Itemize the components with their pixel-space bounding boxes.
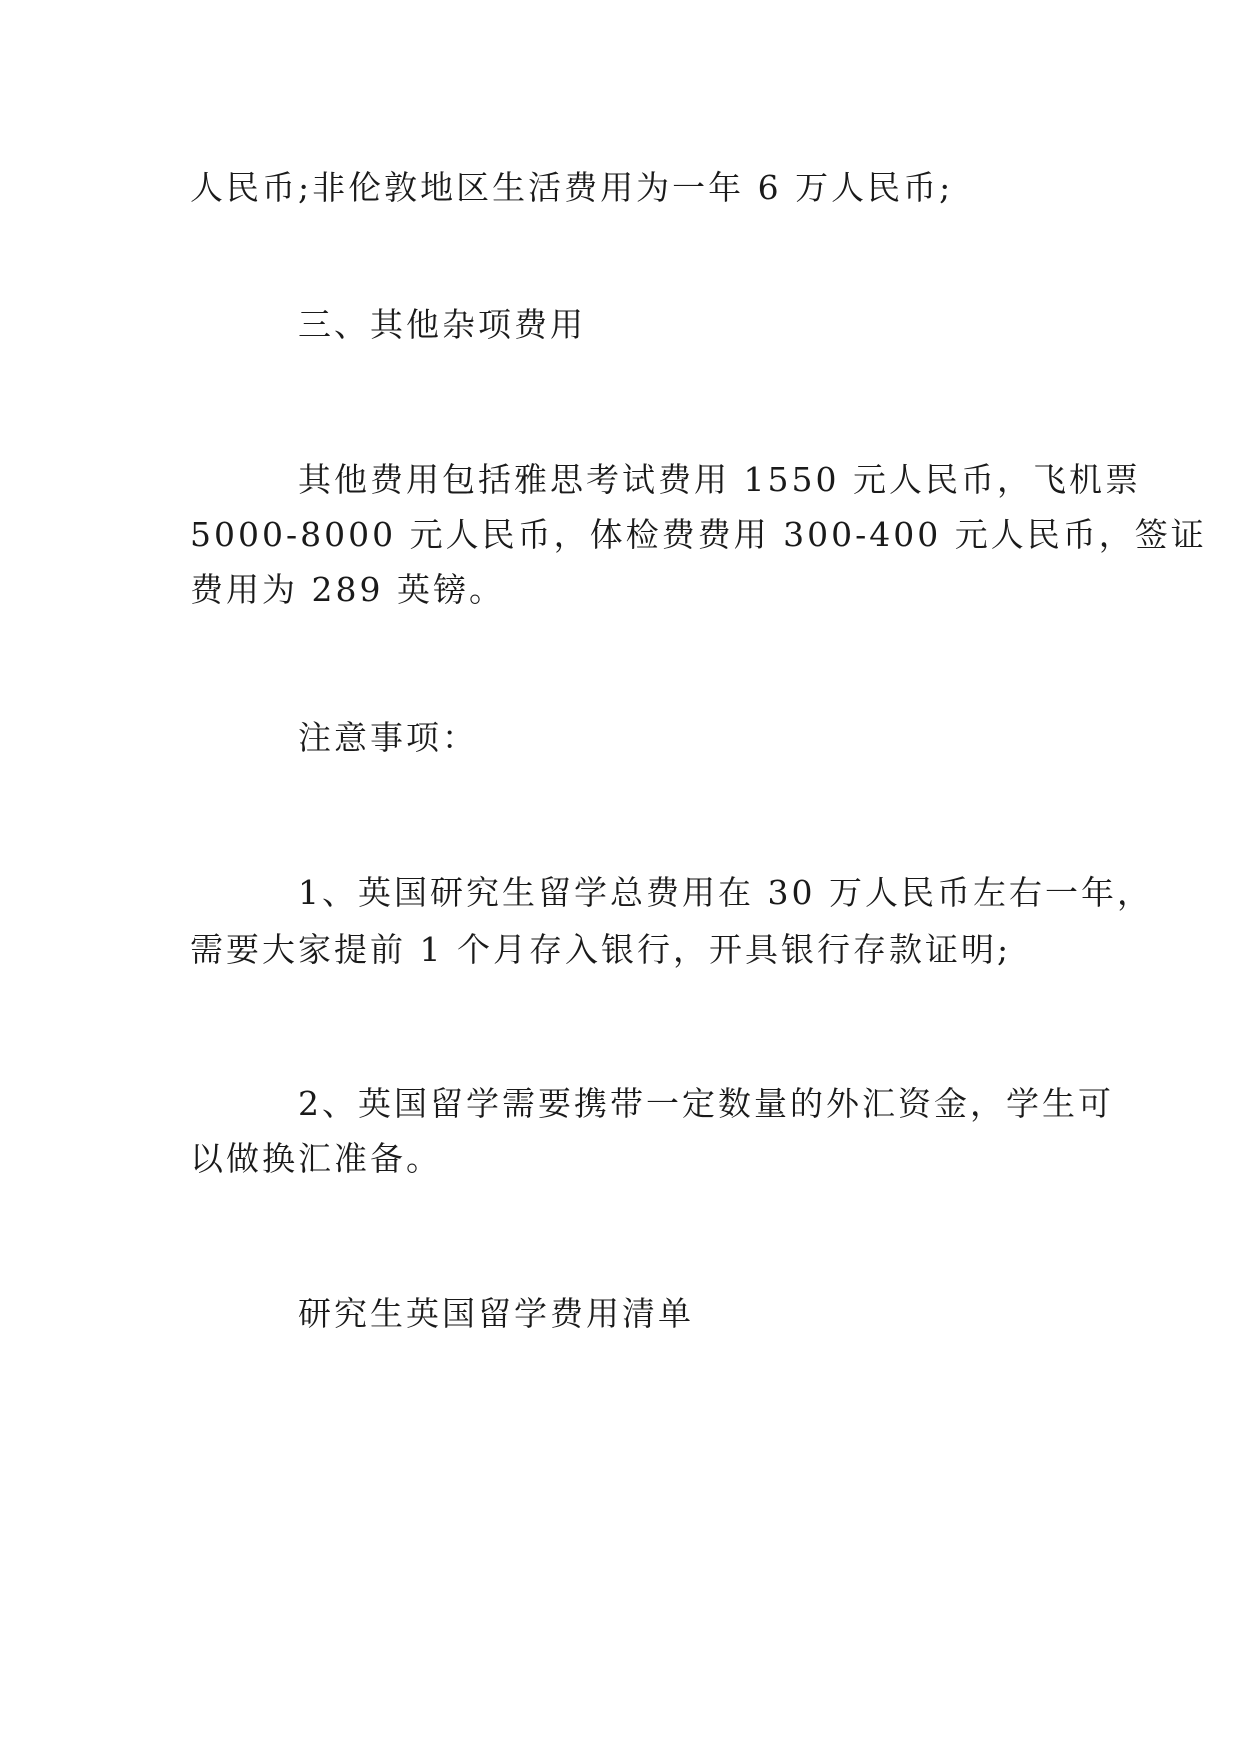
notes-heading: 注意事项： (298, 718, 478, 757)
paragraph-living-cost-tail: 人民币;非伦敦地区生活费用为一年 6 万人民币; (190, 168, 954, 207)
paragraph-other-fees-line-1: 其他费用包括雅思考试费用 1550 元人民币，飞机票 (298, 460, 1141, 499)
list-title: 研究生英国留学费用清单 (298, 1294, 694, 1333)
note-2-line-1: 2、英国留学需要携带一定数量的外汇资金，学生可 (298, 1084, 1114, 1123)
note-1-line-1: 1、英国研究生留学总费用在 30 万人民币左右一年， (298, 873, 1153, 912)
paragraph-other-fees-line-3: 费用为 289 英镑。 (190, 570, 505, 609)
note-1-line-2: 需要大家提前 1 个月存入银行，开具银行存款证明; (190, 930, 1012, 969)
section-3-heading: 三、其他杂项费用 (298, 305, 586, 344)
paragraph-other-fees-line-2: 5000-8000 元人民币，体检费费用 300-400 元人民币，签证 (190, 515, 1207, 554)
note-2-line-2: 以做换汇准备。 (190, 1139, 442, 1178)
